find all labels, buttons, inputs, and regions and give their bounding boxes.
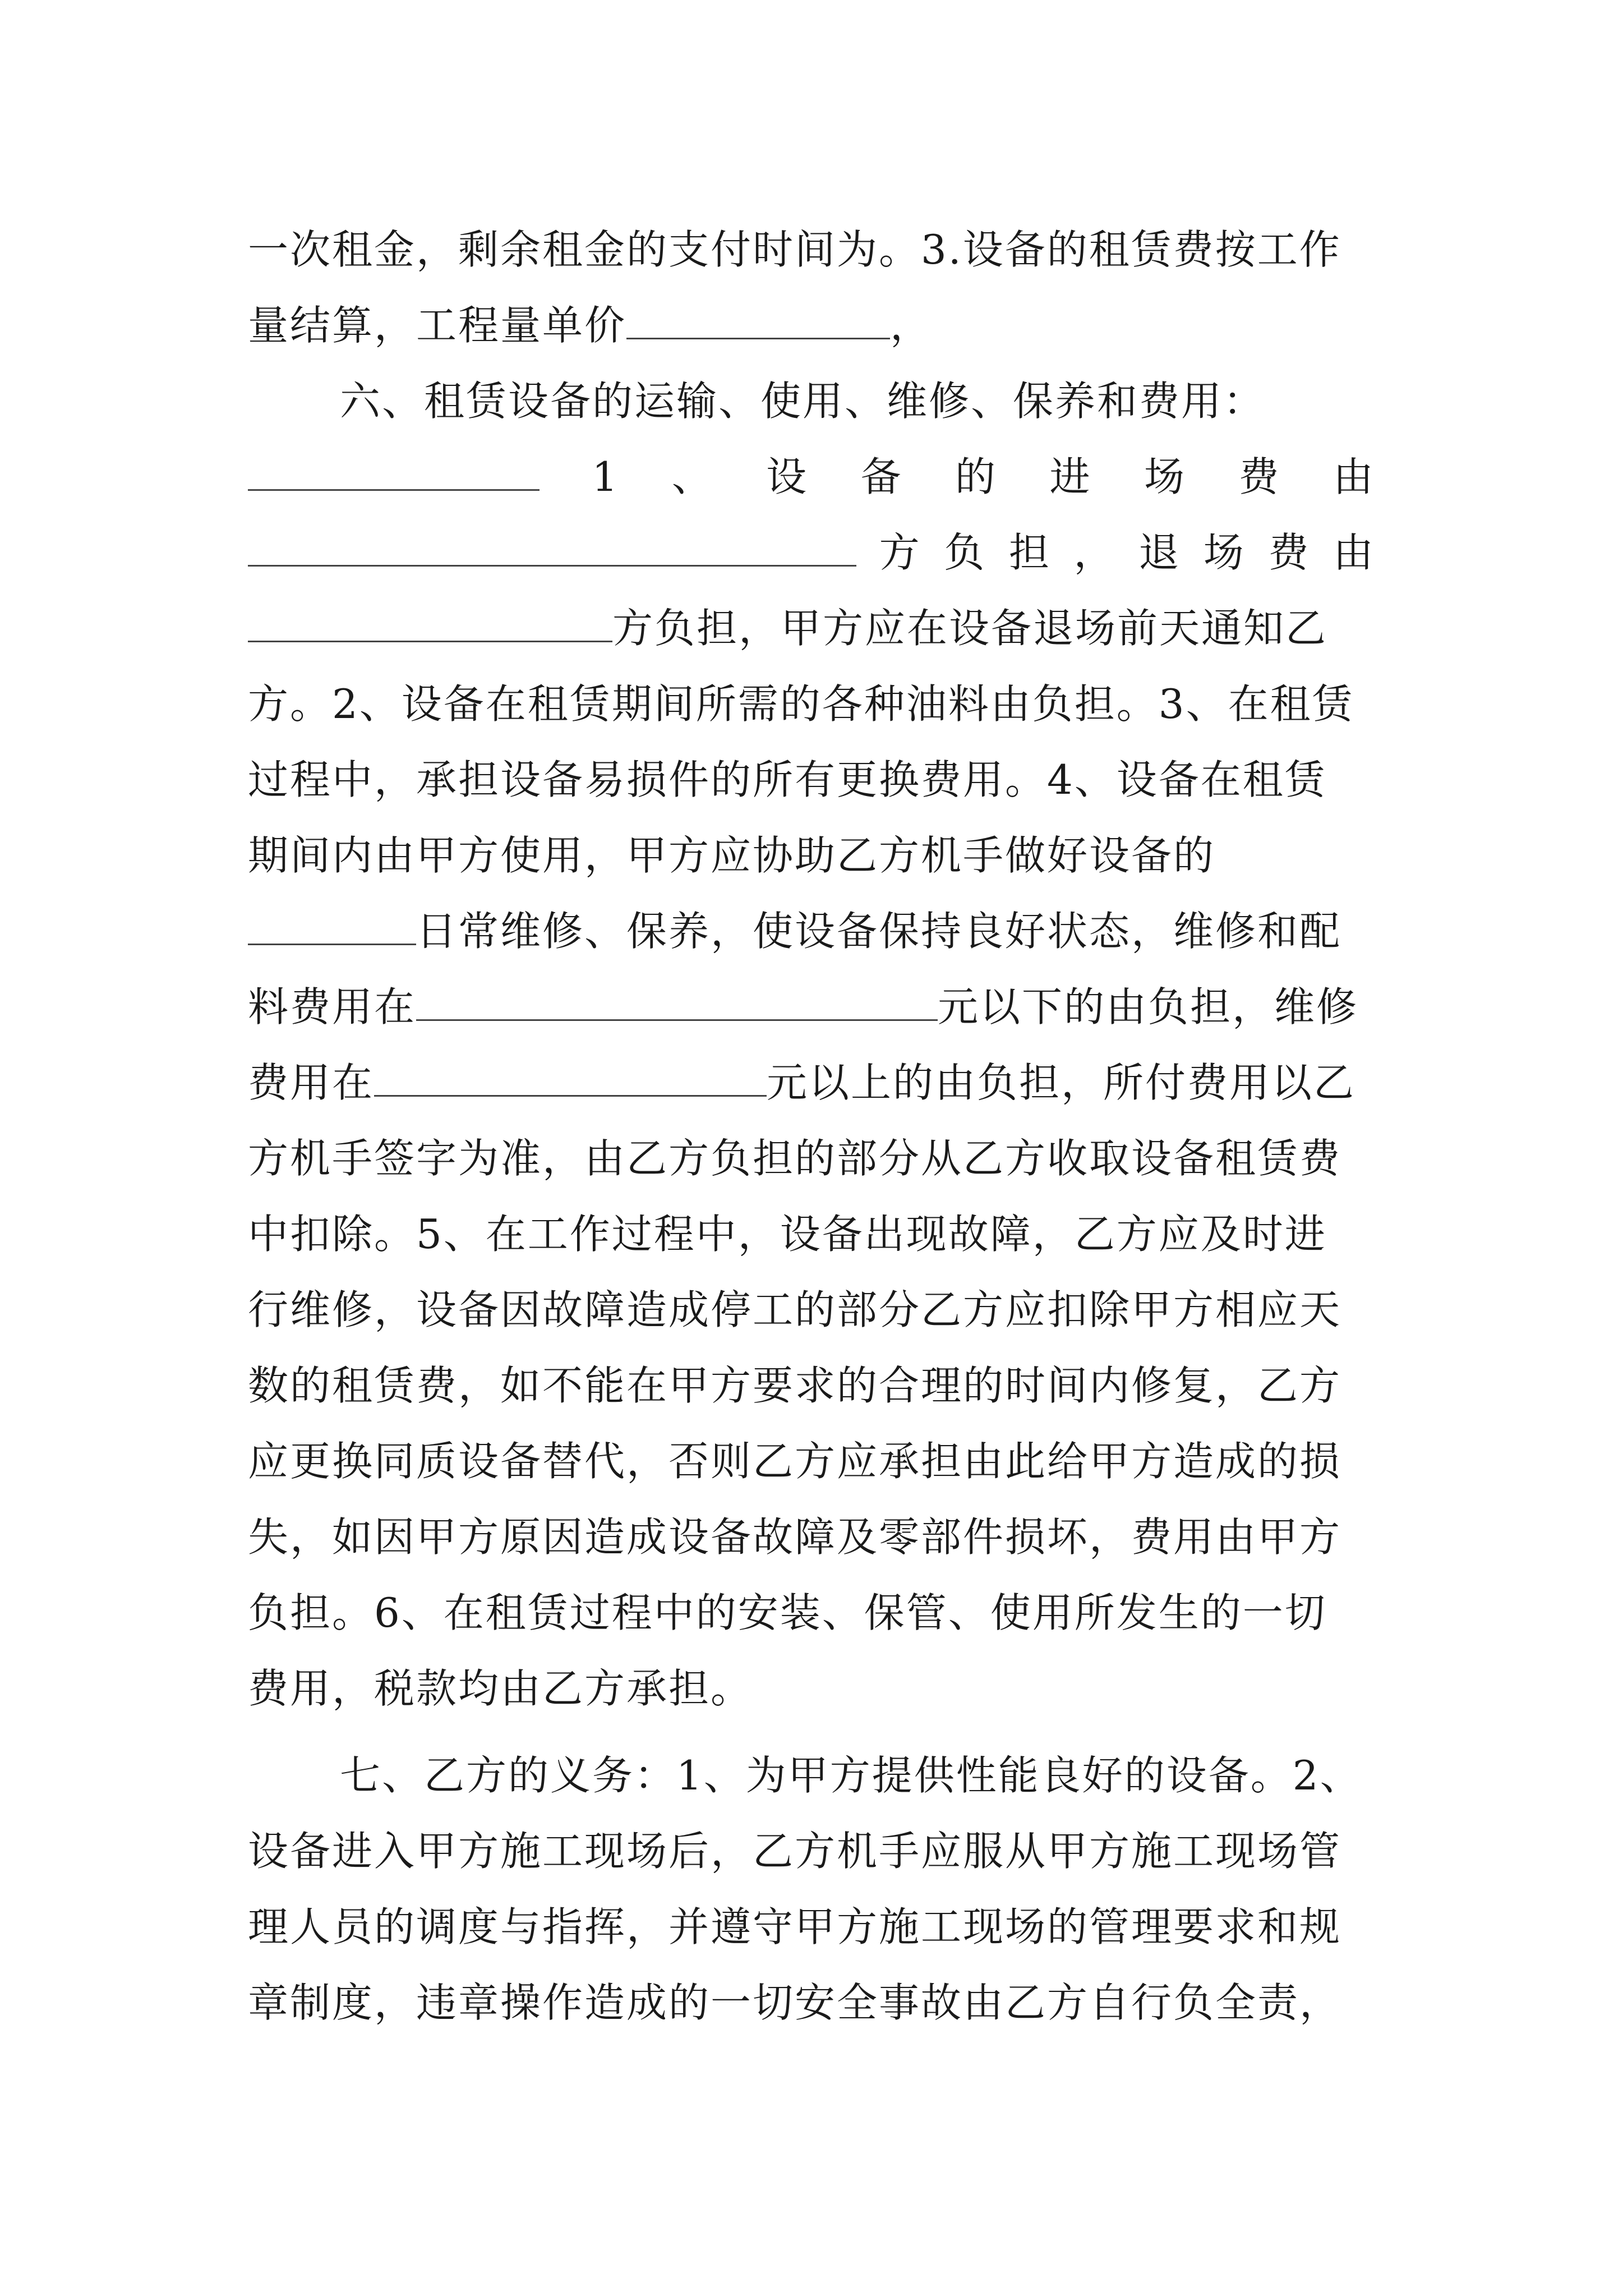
text-line (248, 519, 1375, 586)
text-line (248, 746, 1375, 813)
section-heading-line (340, 1742, 1375, 1809)
fill-blank (374, 1061, 767, 1097)
line-text: 场 (1144, 453, 1186, 500)
line-text: 应更换同质设备替代，否则乙方应承担由此给甲方造成的损 (248, 1438, 1342, 1485)
line-text: 费用，税款均由乙方承担。 (248, 1665, 753, 1712)
line-text: 方。2、设备在租赁期间所需的各种油料由负担。3、在租赁 (248, 680, 1354, 728)
line-text: 数的租赁费，如不能在甲方要求的合理的时间内修复，乙方 (248, 1362, 1342, 1409)
line-text: 元以下的由负担，维修 (938, 983, 1359, 1030)
line-text: 1 (592, 453, 620, 500)
line-text: 进 (1049, 453, 1092, 500)
text-line (248, 1200, 1375, 1268)
text-line (248, 1818, 1375, 1885)
line-text: 费 (1268, 529, 1311, 576)
text-line (248, 822, 1375, 889)
line-text: ， (1073, 529, 1116, 576)
line-text: 六、租赁设备的运输、使用、维修、保养和费用： (340, 378, 1266, 425)
line-text: 理人员的调度与指挥，并遵守甲方施工现场的管理要求和规 (248, 1903, 1342, 1950)
line-text: 元以上的由负担，所付费用以乙 (767, 1059, 1356, 1106)
line-text: 设 (766, 453, 809, 500)
text-line (248, 595, 1375, 662)
text-line (248, 1893, 1375, 1961)
line-text: 方机手签字为准，由乙方负担的部分从乙方收取设备租赁费 (248, 1135, 1342, 1182)
line-text: 设备进入甲方施工现场后，乙方机手应服从甲方施工现场管 (248, 1828, 1342, 1875)
text-line (248, 216, 1375, 283)
line-text: 章制度，违章操作造成的一切安全事故由乙方自行负全责， (248, 1979, 1342, 2026)
line-text: 方 (879, 529, 921, 576)
fill-blank (248, 531, 856, 567)
text-line (248, 1503, 1375, 1571)
text-line (248, 670, 1375, 738)
text-line (248, 898, 1375, 965)
text-line (248, 1276, 1375, 1343)
text-line (248, 1125, 1375, 1192)
text-line (248, 1352, 1375, 1419)
line-text: 失，如因甲方原因造成设备故障及零部件损坏，费用由甲方 (248, 1513, 1342, 1561)
line-text: 、 (671, 453, 714, 500)
line-text: 负 (944, 529, 986, 576)
line-text: 七、乙方的义务：1、为甲方提供性能良好的设备。2、 (340, 1752, 1362, 1799)
text-line (248, 1655, 1375, 1722)
line-text: 费用在 (248, 1059, 375, 1106)
line-text: 中扣除。5、在工作过程中，设备出现故障，乙方应及时进 (248, 1211, 1327, 1258)
fill-blank (416, 986, 938, 1021)
line-text: 过程中，承担设备易损件的所有更换费用。4、设备在租赁 (248, 756, 1327, 803)
line-text: 退 (1138, 529, 1181, 576)
text-line (248, 292, 1375, 359)
line-text: 由 (1332, 529, 1375, 576)
line-text: 场 (1203, 529, 1246, 576)
line-text: 料费用在 (248, 983, 417, 1030)
line-text: 日常维修、保养，使设备保持良好状态，维修和配 (416, 908, 1342, 955)
fill-blank (626, 304, 890, 339)
line-text: 费 (1238, 453, 1281, 500)
text-line (248, 1428, 1375, 1495)
line-text: 担 (1008, 529, 1051, 576)
line-text: 期间内由甲方使用，甲方应协助乙方机手做好设备的 (248, 832, 1216, 879)
line-text: 量结算，工程量单价 (248, 302, 627, 349)
fill-blank (248, 607, 612, 642)
text-line (248, 1049, 1375, 1116)
line-text: 负担。6、在租赁过程中的安装、保管、使用所发生的一切 (248, 1589, 1327, 1636)
text-line (248, 1579, 1375, 1646)
section-heading-line (340, 367, 1375, 435)
text-line (248, 1969, 1375, 2036)
line-text: 一次租金，剩余租金的支付时间为。3.设备的租赁费按工作 (248, 226, 1341, 273)
text-line (248, 973, 1375, 1041)
text-line (248, 443, 1375, 510)
line-text: 方负担，甲方应在设备退场前天通知乙 (612, 605, 1328, 652)
line-text: 备 (860, 453, 903, 500)
line-text: ， (890, 302, 933, 349)
fill-blank (248, 910, 416, 945)
line-text: 由 (1332, 453, 1375, 500)
line-text: 行维修，设备因故障造成停工的部分乙方应扣除甲方相应天 (248, 1286, 1342, 1333)
fill-blank (248, 455, 540, 491)
line-text: 的 (955, 453, 998, 500)
